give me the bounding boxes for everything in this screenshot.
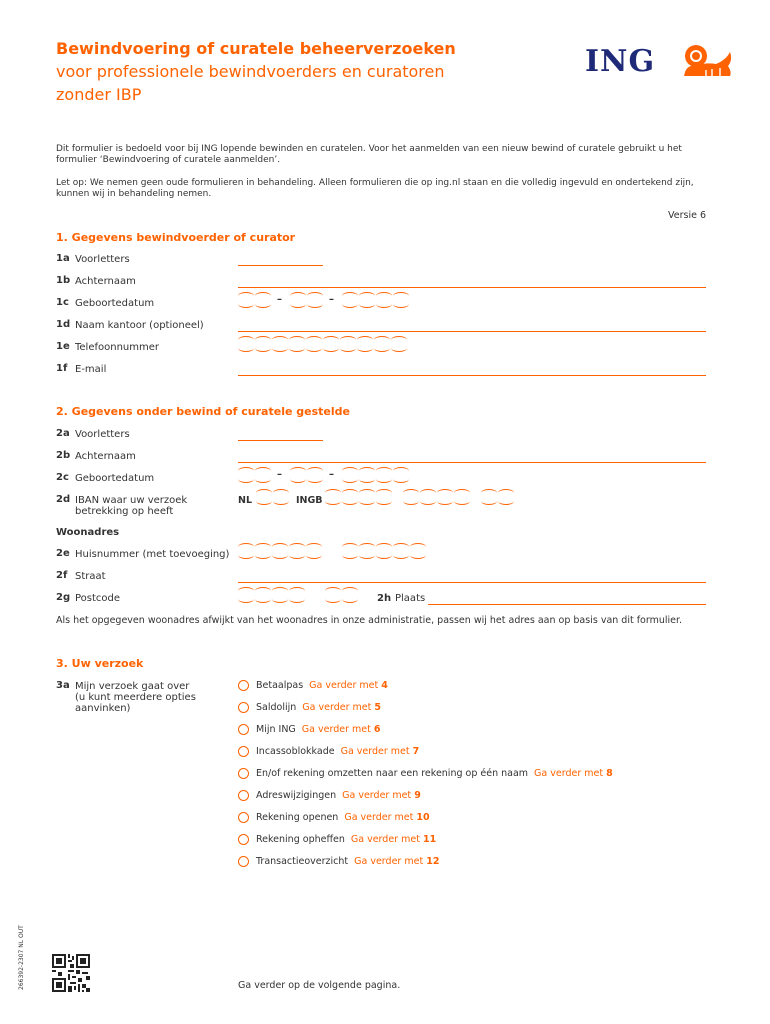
option-goto: Ga verder met 6 xyxy=(301,724,381,735)
option-checkbox[interactable] xyxy=(238,856,249,867)
option-text: Transactieoverzicht xyxy=(256,856,349,867)
option-label xyxy=(256,746,419,757)
iban-nl-label: NL xyxy=(238,495,253,506)
form-code: 266392-2307 NL OUT xyxy=(18,925,25,990)
birthdate-day-2[interactable] xyxy=(238,467,271,483)
office-name-field[interactable] xyxy=(238,331,706,332)
version-label: Versie 6 xyxy=(667,210,706,221)
option-label xyxy=(256,768,613,779)
option-checkbox[interactable] xyxy=(238,746,249,757)
option-checkbox[interactable] xyxy=(238,702,249,713)
intro-warning: Let op: We nemen geen oude formulieren in behandeling. Alleen formulieren die op ing.nl staan en die volledig ingevuld en ondertekend zijn, kunnen wij in behandeling nemen. xyxy=(56,178,694,199)
plaats-num: 2h xyxy=(377,593,392,604)
form-subtitle-2: zonder IBP xyxy=(56,85,142,104)
row-num: 1a xyxy=(56,253,70,264)
row-num: 2b xyxy=(56,450,71,461)
option-text: Betaalpas xyxy=(256,680,304,691)
request-label-hint: (u kunt meerdere opties xyxy=(75,692,196,703)
row-label: E-mail xyxy=(75,364,107,375)
iban-group-2[interactable] xyxy=(403,489,470,505)
iban-group-1[interactable] xyxy=(325,489,392,505)
row-label: Postcode xyxy=(75,593,121,604)
option-checkbox[interactable] xyxy=(238,790,249,801)
initials-field-2[interactable] xyxy=(238,440,323,441)
postcode-digits-field[interactable] xyxy=(238,587,305,603)
option-label xyxy=(256,834,436,845)
birthdate-year-1[interactable] xyxy=(342,292,409,308)
row-num: 1e xyxy=(56,341,70,352)
option-text: En/of rekening omzetten naar een rekening op één naam xyxy=(256,768,529,779)
surname-field-2[interactable] xyxy=(238,462,706,463)
iban-bank-label: INGB xyxy=(296,495,323,506)
date-separator: – xyxy=(277,469,282,480)
iban-check-digits[interactable] xyxy=(256,489,289,505)
row-num: 1f xyxy=(56,363,68,374)
iban-group-3[interactable] xyxy=(481,489,514,505)
row-label: Achternaam xyxy=(75,451,136,462)
option-goto: Ga verder met 7 xyxy=(340,746,420,757)
row-label: Voorletters xyxy=(75,429,130,440)
initials-field-1[interactable] xyxy=(238,265,323,266)
address-note: Als het opgegeven woonadres afwijkt van het woonadres in onze administratie, passen wij het adres aan op basis van dit formulier. xyxy=(56,615,683,626)
option-text: Rekening openen xyxy=(256,812,339,823)
plaats-label: Plaats xyxy=(395,593,426,604)
phone-field[interactable] xyxy=(238,336,407,352)
house-number-suffix-field[interactable] xyxy=(342,543,426,559)
option-label xyxy=(256,680,388,691)
row-num: 2c xyxy=(56,472,69,483)
option-goto: Ga verder met 5 xyxy=(302,702,381,713)
option-goto: Ga verder met 9 xyxy=(342,790,421,801)
option-checkbox[interactable] xyxy=(238,834,249,845)
row-label: Straat xyxy=(75,571,106,582)
postcode-letters-field[interactable] xyxy=(325,587,358,603)
birthdate-month-1[interactable] xyxy=(290,292,323,308)
street-field[interactable] xyxy=(238,582,706,583)
row-label: Naam kantoor (optioneel) xyxy=(75,320,204,331)
birthdate-day-1[interactable] xyxy=(238,292,271,308)
option-goto: Ga verder met 10 xyxy=(344,812,430,823)
option-text: Adreswijzigingen xyxy=(256,790,337,801)
option-label xyxy=(256,724,381,735)
email-field[interactable] xyxy=(238,375,706,376)
row-num: 2g xyxy=(56,592,71,603)
section3-title: 3. Uw verzoek xyxy=(56,657,144,670)
form-subtitle: voor professionele bewindvoerders en curatoren xyxy=(56,62,445,81)
ing-logo-text: ING xyxy=(585,44,656,79)
row-num: 2e xyxy=(56,548,70,559)
house-number-field[interactable] xyxy=(238,543,322,559)
option-checkbox[interactable] xyxy=(238,812,249,823)
row-label: Achternaam xyxy=(75,276,136,287)
request-label: Mijn verzoek gaat over xyxy=(75,681,190,692)
row-num: 3a xyxy=(56,680,70,691)
date-separator: – xyxy=(329,469,334,480)
option-checkbox[interactable] xyxy=(238,768,249,779)
row-label: IBAN waar uw verzoek betrekking op heeft xyxy=(75,495,188,517)
row-label: Geboortedatum xyxy=(75,298,155,309)
section1-title: 1. Gegevens bewindvoerder of curator xyxy=(56,231,296,244)
request-label-hint-2: aanvinken) xyxy=(75,703,131,714)
date-separator: – xyxy=(277,294,282,305)
surname-field-1[interactable] xyxy=(238,287,706,288)
option-label xyxy=(256,812,430,823)
row-num: 1b xyxy=(56,275,71,286)
row-num: 2f xyxy=(56,570,68,581)
lion-icon xyxy=(676,42,734,82)
row-label: Huisnummer (met toevoeging) xyxy=(75,549,230,560)
option-goto: Ga verder met 4 xyxy=(309,680,388,691)
option-label xyxy=(256,790,421,801)
birthdate-month-2[interactable] xyxy=(290,467,323,483)
row-label: Voorletters xyxy=(75,254,130,265)
city-field[interactable] xyxy=(428,604,706,605)
row-num: 2a xyxy=(56,428,70,439)
next-page-note: Ga verder op de volgende pagina. xyxy=(238,980,401,991)
row-label: Telefoonnummer xyxy=(75,342,160,353)
option-text: Mijn ING xyxy=(256,724,296,735)
option-goto: Ga verder met 8 xyxy=(534,768,613,779)
ing-logo xyxy=(585,44,655,79)
option-goto: Ga verder met 11 xyxy=(350,834,437,845)
row-label: Geboortedatum xyxy=(75,473,155,484)
row-num: 2d xyxy=(56,494,71,505)
birthdate-year-2[interactable] xyxy=(342,467,409,483)
option-text: Rekening opheffen xyxy=(256,834,345,845)
date-separator: – xyxy=(329,294,334,305)
qr-code xyxy=(52,954,90,992)
row-num: 1d xyxy=(56,319,71,330)
option-text: Saldolijn xyxy=(256,702,297,713)
address-heading: Woonadres xyxy=(56,527,120,538)
option-label xyxy=(256,856,439,867)
form-title: Bewindvoering of curatele beheerverzoeken xyxy=(56,39,456,58)
row-num: 1c xyxy=(56,297,69,308)
section2-title: 2. Gegevens onder bewind of curatele gestelde xyxy=(56,405,350,418)
option-checkbox[interactable] xyxy=(238,680,249,691)
intro-paragraph: Dit formulier is bedoeld voor bij ING lopende bewinden en curatelen. Voor het aanmelden van een nieuw bewind of curatele gebruikt u het formulier ‘Bewindvoering of curatele aanmelden’. xyxy=(56,144,682,165)
option-checkbox[interactable] xyxy=(238,724,249,735)
option-goto: Ga verder met 12 xyxy=(354,856,440,867)
option-label xyxy=(256,702,381,713)
option-text: Incassoblokkade xyxy=(256,746,335,757)
